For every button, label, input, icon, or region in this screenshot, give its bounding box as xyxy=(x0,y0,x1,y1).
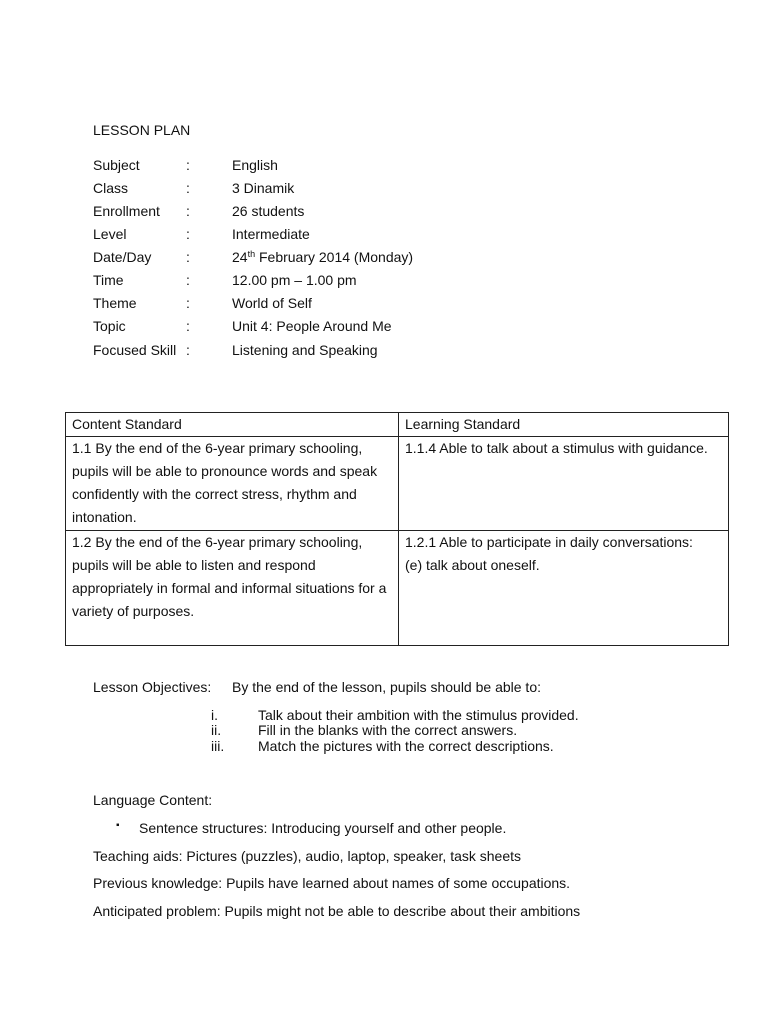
info-colon: : xyxy=(186,342,190,358)
learning-standard-cell xyxy=(399,437,729,531)
objectives-intro: By the end of the lesson, pupils should be able to: xyxy=(232,679,541,695)
learning-standard-line: 1.1.4 Able to talk about a stimulus with guidance. xyxy=(405,440,708,456)
learning-standard-line: (e) talk about oneself. xyxy=(405,557,540,573)
info-colon: : xyxy=(186,318,190,334)
info-value: Listening and Speaking xyxy=(232,342,378,358)
info-label: Topic xyxy=(93,318,126,334)
content-standard-cell: 1.1 By the end of the 6-year primary schooling, pupils will be able to pronounce words and speak confidently with the correct stress, rhythm and intonation. xyxy=(66,437,399,531)
info-label: Theme xyxy=(93,295,137,311)
bullet-icon: ▪ xyxy=(116,820,120,831)
info-colon: : xyxy=(186,295,190,311)
date-day: 24 xyxy=(232,249,248,265)
info-value: English xyxy=(232,157,278,173)
objective-text: Fill in the blanks with the correct answers. xyxy=(258,722,518,738)
content-standard-cell: 1.2 By the end of the 6-year primary schooling, pupils will be able to listen and respond appropriately in formal and informal situations for a variety of purposes. xyxy=(66,531,399,646)
objective-text: Match the pictures with the correct descriptions. xyxy=(258,738,554,754)
info-colon: : xyxy=(186,226,190,242)
objectives-label: Lesson Objectives: xyxy=(93,679,212,695)
info-label: Date/Day xyxy=(93,249,152,265)
info-colon: : xyxy=(186,157,190,173)
learning-standard-header: Learning Standard xyxy=(399,413,729,437)
info-colon: : xyxy=(186,272,190,288)
info-label: Time xyxy=(93,272,124,288)
info-label: Class xyxy=(93,180,129,196)
content-standard-header: Content Standard xyxy=(66,413,399,437)
previous-knowledge: Previous knowledge: Pupils have learned about names of some occupations. xyxy=(93,875,571,891)
language-content-item: Sentence structures: Introducing yourself and other people. xyxy=(139,820,507,836)
table-header-row xyxy=(66,413,729,437)
language-content-label: Language Content: xyxy=(93,792,213,808)
info-value: Unit 4: People Around Me xyxy=(232,318,392,334)
info-colon: : xyxy=(186,203,190,219)
objective-number: ii. xyxy=(211,722,222,738)
objective-number: iii. xyxy=(211,738,225,754)
info-label: Enrollment xyxy=(93,203,160,219)
learning-standard-line: 1.2.1 Able to participate in daily conversations: xyxy=(405,534,693,550)
info-value: 3 Dinamik xyxy=(232,180,295,196)
info-value: Intermediate xyxy=(232,226,310,242)
info-colon: : xyxy=(186,180,190,196)
anticipated-problem: Anticipated problem: Pupils might not be able to describe about their ambitions xyxy=(93,903,581,919)
info-label: Level xyxy=(93,226,127,242)
info-value xyxy=(232,249,413,265)
standards-table xyxy=(65,412,729,646)
objective-number: i. xyxy=(211,707,218,723)
page-title: LESSON PLAN xyxy=(93,122,191,138)
info-label: Focused Skill xyxy=(93,342,177,358)
date-suffix: th xyxy=(247,249,256,259)
info-value: 12.00 pm – 1.00 pm xyxy=(232,272,357,288)
teaching-aids: Teaching aids: Pictures (puzzles), audio, laptop, speaker, task sheets xyxy=(93,848,522,864)
learning-standard-cell xyxy=(399,531,729,646)
table-row xyxy=(66,531,729,646)
info-value: World of Self xyxy=(232,295,312,311)
info-label: Subject xyxy=(93,157,140,173)
date-rest: February 2014 (Monday) xyxy=(255,249,414,265)
info-colon: : xyxy=(186,249,190,265)
table-row xyxy=(66,437,729,531)
objective-text: Talk about their ambition with the stimulus provided. xyxy=(258,707,579,723)
info-value: 26 students xyxy=(232,203,305,219)
